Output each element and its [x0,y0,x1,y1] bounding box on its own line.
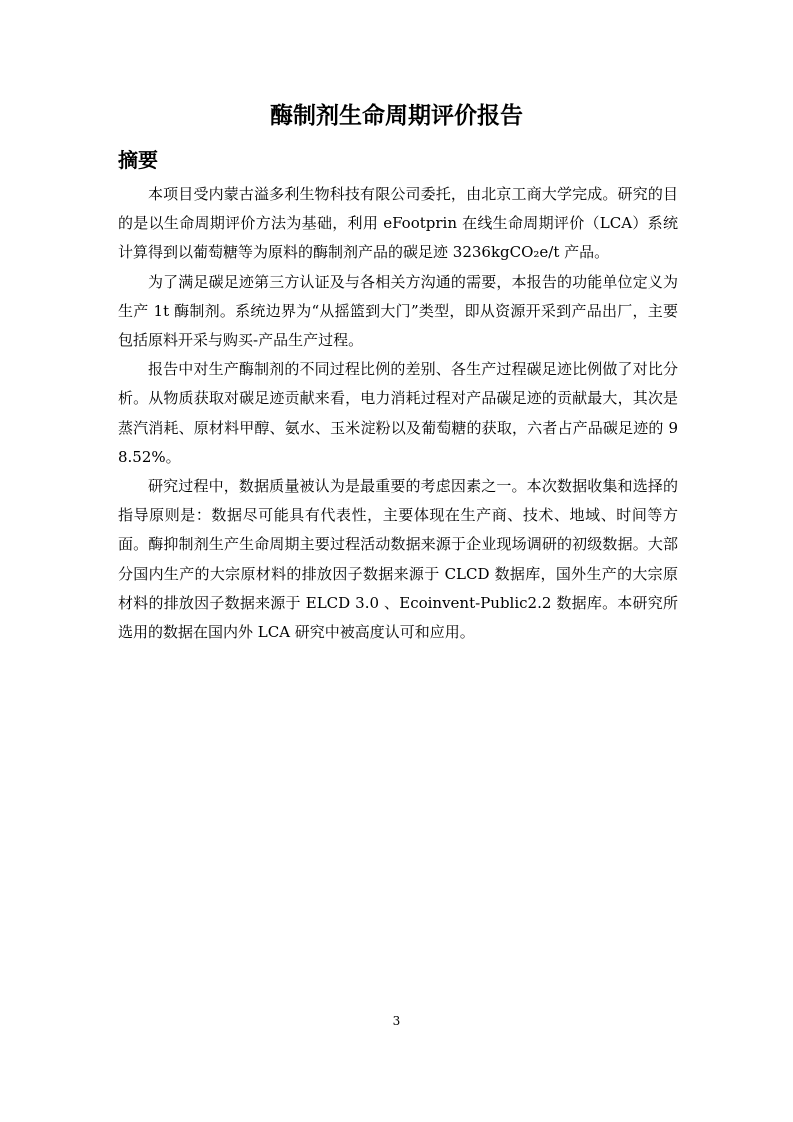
abstract-paragraph-3: 报告中对生产酶制剂的不同过程比例的差别、各生产过程碳足迹比例做了对比分析。从物质获取对碳足迹贡献来看，电力消耗过程对产品碳足迹的贡献最大，其次是蒸汽消耗、原材料甲醇、氨水、玉米淀粉以及葡萄糖的获取，六者占产品碳足迹的 98.52%。 [118,360,678,466]
page-number: 3 [392,1014,401,1028]
abstract-paragraph-2: 为了满足碳足迹第三方认证及与各相关方沟通的需要，本报告的功能单位定义为生产 1t 酶制剂。系统边界为“从摇篮到大门”类型，即从资源开采到产品出厂，主要包括原料开采与购买-产品生产过程。 [118,272,678,350]
abstract-paragraph-1: 本项目受内蒙古溢多利生物科技有限公司委托，由北京工商大学完成。研究的目的是以生命周期评价方法为基础，利用 eFootprin 在线生命周期评价（LCA）系统计算得到以葡萄糖等为原料的酶制剂产品的碳足迹 3236kgCO₂e/t 产品。 [118,185,678,262]
abstract-paragraph-4: 研究过程中，数据质量被认为是最重要的考虑因素之一。本次数据收集和选择的指导原则是：数据尽可能具有代表性，主要体现在生产商、技术、地域、时间等方面。酶抑制剂生产生命周期主要过程活动数据来源于企业现场调研的初级数据。大部分国内生产的大宗原材料的排放因子数据来源于 CLCD 数据库，国外生产的大宗原材料的排放因子数据来源于 ELCD 3.0 、Ecoinvent-Public2.2 数据库。本研究所选用的数据在国内外 LCA 研究中被高度认可和应用。 [118,477,678,642]
abstract-heading: 摘要 [118,148,158,172]
abstract-body [118,180,678,647]
document-title: 酶制剂生命周期评价报告 [270,103,523,129]
